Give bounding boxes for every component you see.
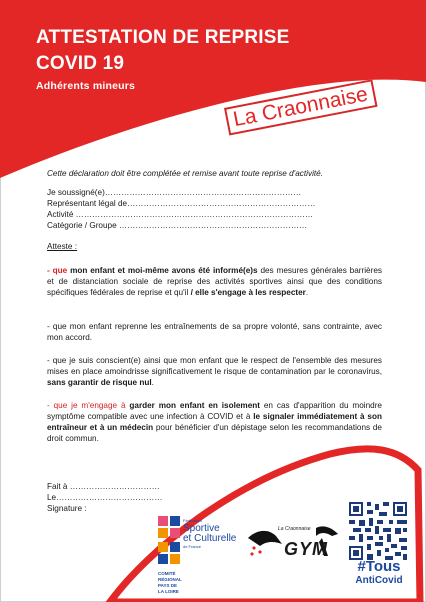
p1-text: des mesures générales barrières et de distanciation sociale de reprise des activités sportives ainsi que des conditions spécifiques fédérales de reprise et qu'il — [47, 266, 382, 297]
atteste-heading: Atteste : — [47, 242, 78, 251]
comite-regional — [158, 571, 182, 595]
p1-bold-2: / elle s'engage à les respecter — [190, 288, 306, 297]
comite-line-1: COMITÉ RÉGIONAL — [158, 571, 182, 582]
field-signature[interactable]: Signature : — [47, 504, 87, 513]
ffsc-line-1: Sportive — [183, 523, 220, 534]
p1-end: . — [305, 288, 309, 297]
p1-dash: - que — [47, 266, 71, 275]
ffsc-text — [183, 518, 236, 550]
p4-bold-2: le signaler immédiatement à son entraîneur et à un médecin — [47, 412, 382, 432]
qr-code-icon — [349, 502, 407, 560]
p4-bold: garder mon enfant en isolement — [129, 401, 260, 410]
paragraph-volonte: - que mon enfant reprenne les entraînements de sa propre volonté, sans contrainte, avec mon accord. — [47, 322, 382, 342]
field-activite[interactable]: Activité …………………………………………………………………………… — [47, 210, 314, 219]
field-categorie[interactable]: Catégorie / Groupe …………………………………………………………… — [47, 221, 308, 230]
p4-start: - que je m'engage à — [47, 401, 130, 410]
p4-end: pour bénéficier d'un dépistage selon les recommandations de droit commun. — [47, 423, 382, 443]
title-line-2: COVID 19 — [36, 53, 125, 74]
field-date[interactable]: Le………………………………… — [47, 493, 163, 502]
p4-text: en cas d'apparition du moindre symptôme compatible avec une infection à COVID et à — [47, 401, 382, 421]
ffsc-emblem-icon — [158, 516, 182, 566]
field-fait-a[interactable]: Fait à …………………………… — [47, 482, 160, 491]
field-soussigne[interactable]: Je soussigné(e)……………………………………………………………… — [47, 188, 302, 197]
ffsc-small-2: de France — [183, 544, 202, 549]
field-representant[interactable]: Représentant légal de…………………………………………………………… — [47, 199, 316, 208]
ffsc-line-2: et Culturelle — [183, 533, 237, 544]
hashtag-anticovid: AntiCovid — [355, 575, 403, 586]
gym-logo — [246, 524, 344, 564]
p3-bold: sans garantir de risque nul — [47, 378, 152, 387]
p3-text: - que je suis conscient(e) ainsi que mon enfant que le respect de l'ensemble des mesures mises en place amoindrisse significativement le risque de contamination par le coronavirus, — [47, 356, 382, 376]
paragraph-conscient — [47, 355, 382, 388]
subtitle: Adhérents mineurs — [36, 80, 136, 92]
hashtag-tous: #Tous — [357, 558, 401, 575]
intro-text: Cette déclaration doit être complétée et remise avant toute reprise d'activité. — [47, 169, 323, 178]
title-line-1: ATTESTATION DE REPRISE — [36, 27, 290, 48]
club-stamp: La Craonnaise — [224, 79, 377, 135]
p3-end: . — [151, 378, 154, 387]
comite-line-2: PAYS DE LA LOIRE — [158, 583, 179, 594]
gym-wordmark: GYM — [284, 539, 329, 559]
paragraph-informed — [47, 265, 382, 298]
p1-bold: mon enfant et moi-même avons été informé(e)s — [70, 266, 258, 275]
ffsc-small-1: Fédération — [183, 518, 203, 523]
gym-club-name: La Craonnaise — [278, 526, 311, 532]
